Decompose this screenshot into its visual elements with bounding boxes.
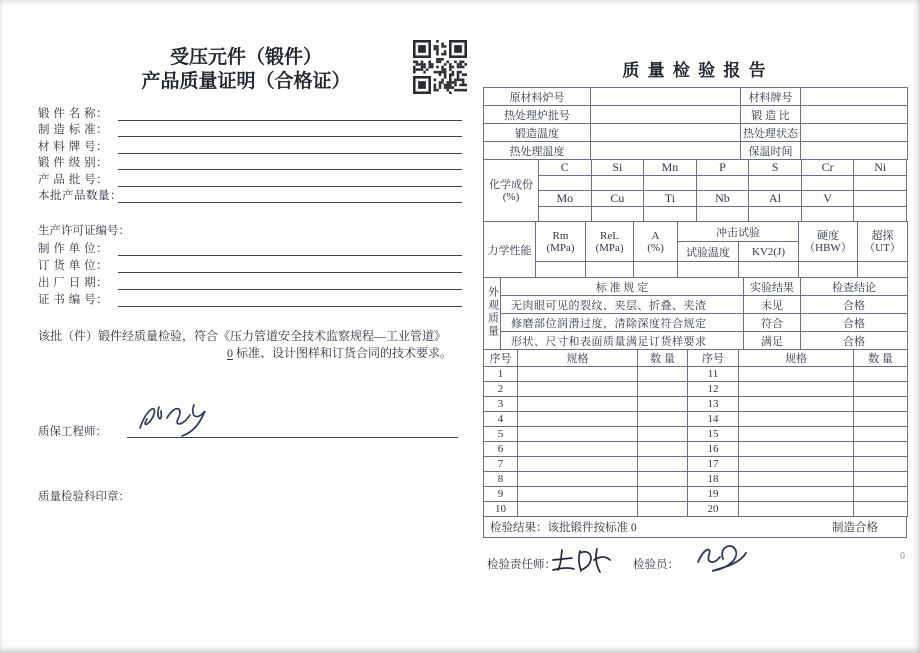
serial-number: 5 (484, 427, 518, 442)
qty-cell-empty (638, 412, 688, 427)
stray-mark: 0 (900, 551, 905, 562)
blank-fill-line (118, 123, 462, 137)
qty-cell-empty (638, 487, 688, 502)
qty-cell-empty (854, 487, 908, 502)
field-row-manufacturer (38, 240, 462, 256)
field-label: 锻 件 级 别： (38, 157, 109, 169)
table-row (484, 332, 908, 350)
conformity-statement-line2-text: 标准、设计图样和订货合同的技术要求。 (235, 346, 452, 360)
chem-value-empty (696, 207, 749, 222)
serial-number: 3 (484, 397, 518, 412)
mech-header-hardness (799, 222, 858, 262)
mech-value-empty (634, 262, 678, 278)
appearance-conclusion: 合格 (801, 314, 908, 332)
lead-inspector-signature (550, 546, 612, 574)
certificate-title-line2: 产品质量证明（合格证） (141, 71, 351, 92)
qty-cell-empty (638, 472, 688, 487)
mech-header-ut-symbol: 超探 (871, 229, 894, 242)
serial-number: 2 (484, 382, 518, 397)
serial-number: 7 (484, 457, 518, 472)
serial-row (484, 442, 908, 457)
chem-value-empty (591, 176, 644, 191)
chem-value-empty (801, 176, 854, 191)
serial-number: 11 (688, 367, 739, 382)
field-row-forging-name (38, 105, 462, 121)
element-header (854, 191, 907, 207)
mech-value-empty (678, 262, 739, 278)
qty-cell-empty (854, 442, 908, 457)
mechanical-properties-table (483, 221, 908, 278)
serial-row (484, 427, 908, 442)
cell-value-empty (591, 124, 741, 142)
field-row-manufacture-standard (38, 121, 462, 137)
appearance-standard: 修磨部位润滑过度，清除深度符合规定 (501, 314, 744, 332)
qty-cell-empty (854, 367, 908, 382)
serial-number: 16 (688, 442, 739, 457)
field-label: 证 书 编 号： (38, 294, 109, 306)
chem-value-empty (854, 176, 907, 191)
field-row-material-grade (38, 138, 462, 154)
chem-value-empty (644, 207, 697, 222)
field-label: 制 造 标 准： (38, 124, 109, 136)
spec-cell-empty (739, 367, 854, 382)
serial-row (484, 397, 908, 412)
mech-header-rel-symbol: ReL (600, 229, 619, 242)
cell-label: 锻 造 比 (741, 106, 801, 124)
qa-engineer-signature (132, 398, 222, 440)
appearance-quality-table (483, 277, 908, 350)
cell-value-empty (801, 142, 908, 160)
qty-cell-empty (854, 382, 908, 397)
field-label: 锻 件 名 称： (38, 108, 109, 120)
statement-standard-code: 0 (226, 346, 233, 360)
spec-cell-empty (518, 442, 638, 457)
chem-value-empty (591, 207, 644, 222)
field-label: 订 货 单 位： (38, 260, 109, 272)
blank-fill-line (118, 242, 462, 256)
serial-row (484, 487, 908, 502)
serial-row (484, 412, 908, 427)
serial-row (484, 457, 908, 472)
field-row-forging-class (38, 154, 462, 170)
spec-cell-empty (518, 472, 638, 487)
mech-header-ut-unit: （UT） (864, 241, 901, 254)
certificate-title-line1: 受压元件（锻件） (169, 47, 322, 68)
appearance-header-conclusion: 检查结论 (801, 278, 908, 296)
serial-number: 13 (688, 397, 739, 412)
chemical-composition-table (483, 159, 907, 222)
element-header: Cr (801, 160, 854, 176)
serial-number: 1 (484, 367, 518, 382)
mech-header-rm (536, 222, 586, 262)
chem-value-empty (696, 176, 749, 191)
mech-header-rel (586, 222, 634, 262)
element-header: Cu (591, 191, 644, 207)
appearance-conclusion: 合格 (801, 332, 908, 350)
qa-engineer-label: 质保工程师： (38, 426, 107, 438)
mech-header-rm-unit: (MPa) (546, 241, 575, 254)
appearance-header-standard: 标 准 规 定 (501, 278, 744, 296)
serial-number: 6 (484, 442, 518, 457)
serial-row (484, 502, 908, 517)
qty-cell-empty (638, 382, 688, 397)
mech-value-empty (586, 262, 634, 278)
serial-number: 8 (484, 472, 518, 487)
qty-cell-empty (638, 427, 688, 442)
chem-value-empty (539, 207, 592, 222)
spec-cell-empty (739, 457, 854, 472)
table-row (484, 350, 908, 367)
cell-value-empty (591, 88, 741, 106)
table-row (484, 222, 908, 242)
cell-label: 热处理状态 (741, 124, 801, 142)
table-row (484, 176, 907, 191)
mech-value-empty (739, 262, 799, 278)
mech-value-empty (799, 262, 858, 278)
mech-value-empty (858, 262, 908, 278)
cell-label: 热处理温度 (484, 142, 591, 160)
element-header: P (696, 160, 749, 176)
serial-table-body (484, 367, 908, 517)
spec-cell-empty (739, 397, 854, 412)
spec-cell-empty (518, 397, 638, 412)
table-row (484, 207, 907, 222)
spec-cell-empty (518, 502, 638, 517)
cell-value-empty (591, 106, 741, 124)
specification-quantity-table (483, 349, 908, 517)
spec-header: 规格 (518, 350, 638, 367)
certificate-title (30, 46, 462, 94)
table-row (484, 160, 907, 176)
spec-cell-empty (739, 472, 854, 487)
mech-header-impact: 冲击试验 (678, 222, 799, 242)
inspector-signature (690, 540, 748, 574)
chem-value-empty (854, 207, 907, 222)
spec-cell-empty (739, 442, 854, 457)
serial-number: 14 (688, 412, 739, 427)
element-header: Si (591, 160, 644, 176)
element-header: C (539, 160, 592, 176)
element-header: V (801, 191, 854, 207)
heat-info-table (483, 87, 908, 160)
mech-header-rm-symbol: Rm (552, 229, 569, 242)
element-header: Mo (539, 191, 592, 207)
license-number-label: 生产许可证编号： (38, 225, 130, 237)
serial-number: 12 (688, 382, 739, 397)
serial-number: 15 (688, 427, 739, 442)
field-row-product-batch (38, 171, 462, 187)
serial-header: 序号 (484, 350, 518, 367)
inspection-dept-stamp-label: 质量检验科印章： (38, 491, 130, 503)
qty-cell-empty (854, 412, 908, 427)
field-row-ordering-unit (38, 257, 462, 273)
element-header: Al (749, 191, 802, 207)
serial-number: 20 (688, 502, 739, 517)
inspection-result-text: 检验结果：该批锻件按标准 0 (490, 522, 637, 534)
mech-header-impact-kv: KV2(J) (739, 242, 799, 262)
cell-label: 保温时间 (741, 142, 801, 160)
chem-value-empty (749, 176, 802, 191)
lead-inspector-label: 检验责任师： (487, 559, 556, 571)
blank-fill-line (118, 259, 462, 273)
cell-value-empty (801, 106, 908, 124)
appearance-result: 满足 (744, 332, 801, 350)
table-row (484, 296, 908, 314)
mech-header-ut (858, 222, 908, 262)
field-row-batch-quantity (38, 187, 462, 203)
qty-cell-empty (638, 367, 688, 382)
qty-cell-empty (638, 457, 688, 472)
serial-number: 19 (688, 487, 739, 502)
element-header: S (749, 160, 802, 176)
mech-header-a-unit: (%) (647, 241, 664, 254)
report-title: 质 量 检 验 报 告 (622, 61, 768, 80)
conformity-statement-line2 (38, 344, 452, 361)
spec-cell-empty (739, 427, 854, 442)
chem-value-empty (749, 207, 802, 222)
qty-cell-empty (854, 427, 908, 442)
field-row-shipment-date (38, 274, 462, 290)
table-row (484, 278, 908, 296)
mech-value-empty (536, 262, 586, 278)
qty-cell-empty (854, 397, 908, 412)
field-label: 出 厂 日 期： (38, 277, 109, 289)
blank-fill-line (118, 107, 462, 121)
cell-label: 锻造温度 (484, 124, 591, 142)
cell-label: 原材料炉号 (484, 88, 591, 106)
mech-header-rel-unit: (MPa) (595, 241, 624, 254)
spec-cell-empty (518, 457, 638, 472)
mech-header-a-symbol: A (651, 229, 660, 242)
table-row (484, 191, 907, 207)
conformity-statement-line1: 该批（件）锻件经质量检验，符合《压力管道安全技术监察规程—工业管道》 (38, 329, 447, 343)
cell-value-empty (801, 88, 908, 106)
mech-header-hardness-symbol: 硬度 (817, 229, 839, 242)
chem-section-title: 化学成份 (489, 178, 533, 191)
blank-fill-line (118, 140, 462, 154)
table-row (484, 262, 908, 278)
qr-code-icon (413, 40, 467, 94)
qty-cell-empty (854, 457, 908, 472)
serial-header: 序号 (688, 350, 739, 367)
blank-fill-line (118, 276, 462, 290)
mech-header-elongation (634, 222, 678, 262)
appearance-result: 符合 (744, 314, 801, 332)
appearance-section-label-text: 外观质量 (486, 286, 499, 338)
field-label: 产 品 批 号： (38, 174, 109, 186)
serial-row (484, 472, 908, 487)
element-header: Ti (644, 191, 697, 207)
cell-value-empty (801, 124, 908, 142)
spec-header: 规格 (739, 350, 854, 367)
spec-cell-empty (518, 382, 638, 397)
inspection-result-row (483, 516, 907, 538)
chem-value-empty (644, 176, 697, 191)
mech-header-hardness-unit: （HBW） (804, 241, 852, 254)
mech-header-impact-temp: 试验温度 (678, 242, 739, 262)
element-header: Ni (854, 160, 907, 176)
spec-cell-empty (739, 487, 854, 502)
element-header: Mn (644, 160, 697, 176)
table-row (484, 142, 908, 160)
qty-header: 数 量 (854, 350, 908, 367)
spec-cell-empty (739, 412, 854, 427)
spec-cell-empty (518, 427, 638, 442)
chem-section-unit: (%) (502, 190, 520, 203)
blank-fill-line (118, 293, 462, 307)
serial-row (484, 367, 908, 382)
cell-label: 材料牌号 (741, 88, 801, 106)
serial-number: 18 (688, 472, 739, 487)
qty-cell-empty (638, 397, 688, 412)
field-label: 本批产品数量： (38, 190, 122, 202)
chem-value-empty (801, 207, 854, 222)
inspector-label: 检验员： (633, 559, 679, 571)
cell-value-empty (591, 142, 741, 160)
blank-fill-line (118, 189, 462, 203)
appearance-section-label (484, 278, 501, 350)
spec-cell-empty (739, 502, 854, 517)
blank-fill-line (118, 173, 462, 187)
manufacture-conclusion: 制造合格 (832, 522, 878, 534)
qty-cell-empty (638, 502, 688, 517)
cell-label: 热处理炉批号 (484, 106, 591, 124)
serial-number: 9 (484, 487, 518, 502)
qty-header: 数 量 (638, 350, 688, 367)
mech-section-label: 力学性能 (484, 222, 536, 278)
qty-cell-empty (854, 472, 908, 487)
serial-number: 10 (484, 502, 518, 517)
spec-cell-empty (518, 487, 638, 502)
blank-fill-line (118, 156, 462, 170)
serial-row (484, 382, 908, 397)
spec-cell-empty (518, 412, 638, 427)
serial-number: 17 (688, 457, 739, 472)
appearance-standard: 无肉眼可见的裂纹、夹层、折叠、夹渣 (501, 296, 744, 314)
appearance-conclusion: 合格 (801, 296, 908, 314)
table-row (484, 124, 908, 142)
table-row (484, 314, 908, 332)
appearance-standard: 形状、尺寸和表面质量满足订货样要求 (501, 332, 744, 350)
spec-cell-empty (518, 367, 638, 382)
table-row (484, 106, 908, 124)
serial-number: 4 (484, 412, 518, 427)
chem-value-empty (539, 176, 592, 191)
appearance-header-result: 实验结果 (744, 278, 801, 296)
field-label: 制 作 单 位： (38, 243, 109, 255)
spec-cell-empty (739, 382, 854, 397)
chem-section-label (484, 160, 539, 222)
report-tables (483, 88, 907, 538)
field-label: 材 料 牌 号： (38, 141, 109, 153)
qty-cell-empty (854, 502, 908, 517)
appearance-result: 未见 (744, 296, 801, 314)
element-header: Nb (696, 191, 749, 207)
field-row-certificate-number (38, 291, 462, 307)
table-row (484, 88, 908, 106)
qty-cell-empty (638, 442, 688, 457)
